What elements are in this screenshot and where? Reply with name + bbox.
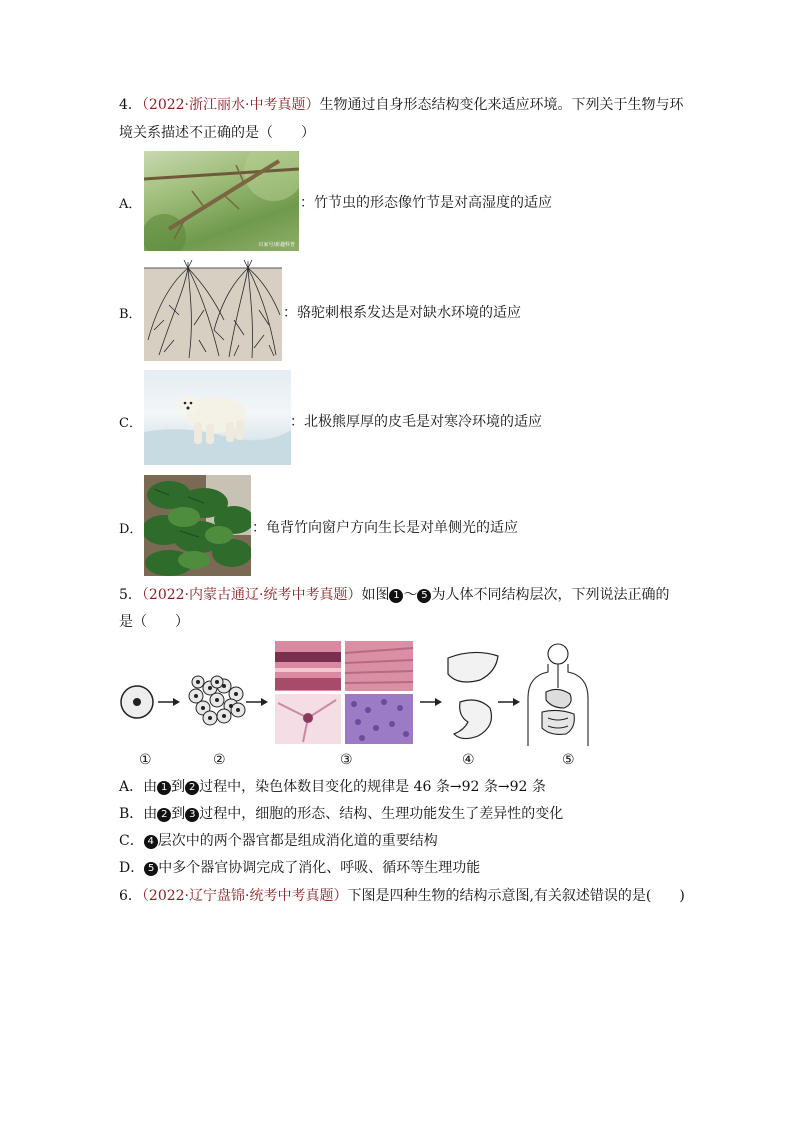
circled-number: 5 [417,589,431,603]
q5-stem-tilde: ～ [403,587,418,603]
q4-option-c-label: C． [119,416,142,431]
q4-stem-line1 [119,95,683,115]
option-text: 到 [171,779,186,795]
stick-insect-photo [144,151,299,251]
q5-option-a [119,777,546,797]
q5-option-b [119,804,563,824]
q5-stem-line2: 是（ ） [119,614,189,630]
q6-source: （2022·辽宁盘锦·统考中考真题） [141,888,348,904]
tissue-images [275,641,413,744]
q4-option-d-text: ：龟背竹向窗户方向生长是对单侧光的适应 [252,520,518,536]
circled-number: 4 [144,835,158,849]
q4-number: 4． [119,97,142,113]
option-text: 由 [143,806,158,822]
q4-option-c-text: ：北极熊厚厚的皮毛是对寒冷环境的适应 [290,414,542,430]
q4-source: （2022·浙江丽水·中考真题） [141,97,320,113]
option-text: 到 [171,806,186,822]
human-digestive-system-icon [528,644,588,746]
q5-stem-b: 为人体不同结构层次，下列说法正确的 [431,587,670,603]
option-label: B． [119,806,144,822]
q5-option-d [119,858,480,878]
q5-source: （2022·内蒙古通辽·统考中考真题） [141,587,362,603]
camelthorn-roots-drawing [144,260,282,361]
q4-option-b-text: ：骆驼刺根系发达是对缺水环境的适应 [283,305,521,321]
polar-bear-photo [144,370,291,465]
q6-stem-line [119,886,685,906]
q5-number: 5． [119,587,142,603]
option-label: D． [119,860,145,876]
level-label-1: ① [139,752,152,768]
level-label-4: ④ [462,752,475,768]
level-label-2: ② [213,752,226,768]
q4-option-a-text: ：竹节虫的形态像竹节是对高湿度的适应 [300,195,552,211]
option-text: 由 [143,779,158,795]
q6-stem-text: 下图是四种生物的结构示意图,有关叙述错误的是( ) [347,888,685,904]
level-label-5: ⑤ [562,752,575,768]
q4-option-a-label: A． [119,197,142,212]
circled-number: 1 [157,781,171,795]
option-label: A． [119,779,144,795]
q6-number: 6． [119,888,142,904]
q5-option-c [119,831,438,851]
q4-stem-text: 生物通过自身形态结构变化来适应环境。下列关于生物与环 [319,97,684,113]
q4-option-d-label: D． [119,522,143,537]
organ-icons [448,652,498,738]
circled-number: 3 [185,808,199,822]
option-text: 层次中的两个器官都是组成消化道的重要结构 [157,833,438,849]
q4-option-b-label: B． [119,307,142,322]
circled-number: 5 [144,862,158,876]
monstera-photo [144,475,251,576]
option-text: 过程中，染色体数目变化的规律是 46 条→92 条→92 条 [199,779,546,795]
option-label: C． [119,833,144,849]
cell-icon [121,686,153,718]
q5-stem-line1 [119,585,669,605]
photo-watermark: 百家号/新趣科普 [258,242,295,248]
circled-number: 2 [185,781,199,795]
q4-stem-line2: 境关系描述不正确的是（ ） [119,125,315,141]
circled-number: 1 [389,589,403,603]
option-text: 过程中，细胞的形态、结构、生理功能发生了差异性的变化 [199,806,564,822]
level-label-3: ③ [340,752,353,768]
circled-number: 2 [157,808,171,822]
q5-stem-a: 如图 [361,587,390,603]
option-text: 中多个器官协调完成了消化、呼吸、循环等生理功能 [158,860,481,876]
structure-levels-figure [118,638,598,750]
